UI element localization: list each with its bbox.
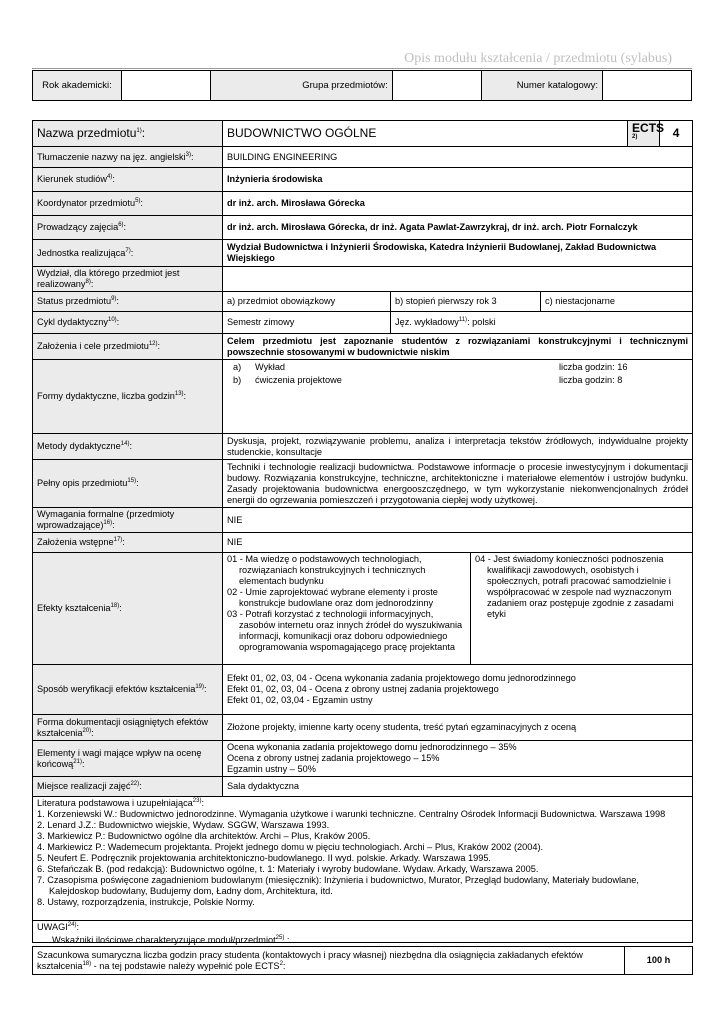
literatura-item: 6. Stefańczak B. (pod redakcją): Budownictwo ogólne, t. 1: Materiały i wyroby budowlane. Wydaw. Arkady, Warszawa 2005. bbox=[37, 864, 539, 874]
formy-hours: liczba godzin: 8 bbox=[559, 375, 623, 385]
efekt-03: 03 - Potrafi korzystać z technologii informacyjnych, zasobów internetu oraz innych źródeł do wyszukiwania informacji, komunikacji oraz doboru odpowiedniego oprogramowania wspomagającego pracę projektanta bbox=[227, 609, 463, 652]
nazwa-value[interactable]: BUDOWNICTWO OGÓLNE bbox=[223, 121, 628, 147]
wymagania-label: Wymagania formalne (przedmioty wprowadzające)$^{16)}$: bbox=[33, 508, 223, 533]
elementy-line: Egzamin ustny – 50% bbox=[227, 764, 316, 774]
wskazniki-label: Wskaźniki ilościowe charakteryzujące moduł/przedmiot$^{25)}$ : bbox=[52, 934, 290, 945]
efekt-02: 02 - Umie zaprojektować wybrane elementy i proste konstrukcje budowlane oraz dom jednorodzinny bbox=[227, 587, 438, 608]
sposob-line: Efekt 01, 02, 03, 04 - Ocena wykonania zadania projektowego domu jednorodzinnego bbox=[227, 673, 576, 683]
miejsce-label: Miejsce realizacji zajęć$^{22)}$: bbox=[33, 777, 223, 797]
efekt-04: 04 - Jest świadomy konieczności podnoszenia kwalifikacji zawodowych, osobistych i społecznych, potrafi pracować samodzielnie i współpracować w zespole nad wyznaczonym zadaniem oraz postępuje zgodnie z zasadami etyki bbox=[475, 554, 674, 619]
cykl-label: Cykl dydaktyczny$^{10)}$: bbox=[33, 312, 223, 334]
opis-value[interactable]: Techniki i technologie realizacji budownictwa. Podstawowe informacje o procesie inwestycyjnym i dokumentacji budowy. Rozwiązania konstrukcyjne, techniczne, architektoniczne i materiałowe elementów i ustrojów budynku. Zasady projektowania budownictwa energooszczędnego, w tym wykorzystanie niekonwencjonalnych źródeł energii do ogrzewania pomieszczeń i przygotowania ciepłej wody użytkowej. bbox=[223, 460, 693, 508]
efekty-left[interactable] bbox=[223, 553, 471, 665]
miejsce-value[interactable]: Sala dydaktyczna bbox=[223, 777, 693, 797]
rok-label: Rok akademicki: bbox=[33, 71, 122, 101]
uwagi-label: UWAGI bbox=[37, 922, 68, 932]
forma-dok-value[interactable]: Złożone projekty, imienne karty oceny studenta, treść pytań egzaminacyjnych z oceną bbox=[223, 715, 693, 741]
zalozenia-wst-value[interactable]: NIE bbox=[223, 533, 693, 553]
szacunkowa-value[interactable]: 100 h bbox=[625, 947, 693, 975]
szacunkowa-label: Szacunkowa sumaryczna liczba godzin pracy studenta (kontaktowych i pracy własnej) niezbędna dla osiągnięcia zakładanych efektów kształcenia$^{18)}$ - na tej podstawie należy wypełnić pole ECTS$^2$: bbox=[33, 947, 625, 975]
efekt-01: 01 - Ma wiedzę o podstawowych technologiach, rozwiązaniach konstrukcyjnych i technicznych elementach budynku bbox=[227, 554, 426, 586]
literatura[interactable] bbox=[33, 797, 693, 921]
formy-value bbox=[223, 360, 693, 434]
formy-letter: b) bbox=[233, 375, 242, 385]
grupa-label: Grupa przedmiotów: bbox=[210, 71, 392, 101]
ects-value[interactable]: 4 bbox=[660, 121, 693, 147]
wydzial-label: Wydział, dla którego przedmiot jest realizowany$^{8)}$: bbox=[33, 267, 223, 292]
koordynator-label: Koordynator przedmiotu$^{5)}$: bbox=[33, 192, 223, 216]
zalozenia-value[interactable]: Celem przedmiotu jest zapoznanie studentów z rozwiązaniami konstrukcyjnymi i technicznymi powszechnie stosowanymi w budownictwie niskim bbox=[223, 334, 693, 360]
kierunek-label: Kierunek studiów$^{4)}$: bbox=[33, 168, 223, 192]
prowadzacy-value[interactable]: dr inż. arch. Mirosława Górecka, dr inż. Agata Pawlat-Zawrzykraj, dr inż. arch. Piotr Fornalczyk bbox=[223, 216, 693, 240]
literatura-item: 2. Lenard J.Z.: Budownictwo wiejskie, Wydaw. SGGW, Warszawa 1993. bbox=[37, 820, 330, 830]
formy-name: ćwiczenia projektowe bbox=[255, 375, 342, 385]
elementy-line: Ocena z obrony ustnej zadania projektowego – 15% bbox=[227, 753, 440, 763]
formy-letter: a) bbox=[233, 362, 242, 372]
elementy-label: Elementy i wagi mające wpływ na ocenę końcową$^{21)}$: bbox=[33, 741, 223, 777]
formy-label: Formy dydaktyczne, liczba godzin$^{13)}$: bbox=[33, 360, 223, 434]
status-b[interactable]: b) stopień pierwszy rok 3 bbox=[391, 292, 541, 312]
wymagania-value[interactable]: NIE bbox=[223, 508, 693, 533]
literatura-item: 1. Korzeniewski W.: Budownictwo jednorodzinne. Wymagania użytkowe i warunki techniczne. Centralny Ośrodek Informacji Budownictwa. Warszawa 1998 bbox=[37, 809, 666, 819]
elementy-value[interactable] bbox=[223, 741, 693, 777]
prowadzacy-label: Prowadzący zajęcia$^{6)}$: bbox=[33, 216, 223, 240]
formy-hours: liczba godzin: 16 bbox=[559, 362, 628, 372]
formy-item-wyklad bbox=[227, 361, 688, 374]
metody-value[interactable]: Dyskusja, projekt, rozwiązywanie problemu, analiza i interpretacja tekstów źródłowych, indywidualne projekty studenckie, konsultacje bbox=[223, 434, 693, 460]
literatura-item: 3. Markiewicz P.: Budownictwo ogólne dla architektów. Archi – Plus, Kraków 2005. bbox=[37, 831, 371, 841]
wydzial-value[interactable] bbox=[223, 267, 693, 292]
tlumaczenie-value[interactable]: BUILDING ENGINEERING bbox=[223, 147, 693, 168]
nazwa-label: Nazwa przedmiotu$^{1)}$: bbox=[33, 121, 223, 147]
metody-label: Metody dydaktyczne$^{14)}$: bbox=[33, 434, 223, 460]
header-table bbox=[32, 70, 692, 101]
status-label: Status przedmiotu$^{9)}$: bbox=[33, 292, 223, 312]
efekty-label: Efekty kształcenia$^{18)}$: bbox=[33, 553, 223, 665]
status-a[interactable]: a) przedmiot obowiązkowy bbox=[223, 292, 391, 312]
literatura-item: 4. Markiewicz P.: Wademecum projektanta. Projekt jednego domu w pięciu technologiach. Archi – Plus, Kraków 2002 (2004). bbox=[37, 842, 544, 852]
sposob-line: Efekt 01, 02, 03, 04 - Ocena z obrony ustnej zadania projektowego bbox=[227, 684, 499, 694]
uwagi[interactable]: UWAGI$^{24)}$: bbox=[33, 921, 693, 943]
literatura-item: 7. Czasopisma poświęcone zagadnieniom budowlanym (miesięcznik): Inżynieria i budownictwo, Murator, Przegląd budowlany, Materiały budowlane, Kalejdoskop budowlany, Budujemy dom, Ładny dom, Architektura, itd. bbox=[37, 875, 639, 896]
sposob-value[interactable] bbox=[223, 665, 693, 715]
opis-label: Pełny opis przedmiotu$^{15)}$: bbox=[33, 460, 223, 508]
numer-value[interactable] bbox=[603, 71, 692, 101]
szacunkowa-table bbox=[32, 946, 693, 975]
formy-name: Wykład bbox=[255, 362, 286, 372]
cykl-value[interactable]: Semestr zimowy bbox=[223, 312, 391, 334]
literatura-label: Literatura podstawowa i uzupełniająca$^{23)}$: bbox=[37, 797, 205, 808]
literatura-item: 8. Ustawy, rozporządzenia, instrukcje, Polskie Normy. bbox=[37, 897, 255, 907]
literatura-item: 5. Neufert E. Podręcznik projektowania architektoniczno-budowlanego. II wyd. polskie. Arkady. Warszawa 1995. bbox=[37, 853, 491, 863]
zalozenia-wst-label: Założenia wstępne$^{17)}$: bbox=[33, 533, 223, 553]
grupa-value[interactable] bbox=[392, 71, 481, 101]
title-rule bbox=[32, 68, 692, 69]
sposob-line: Efekt 01, 02, 03,04 - Egzamin ustny bbox=[227, 695, 373, 705]
zalozenia-label: Założenia i cele przedmiotu$^{12)}$: bbox=[33, 334, 223, 360]
syllabus-table bbox=[32, 120, 693, 943]
document-title: Opis modułu kształcenia / przedmiotu (sylabus) bbox=[404, 51, 672, 66]
numer-label: Numer katalogowy: bbox=[481, 71, 602, 101]
kierunek-value[interactable]: Inżynieria środowiska bbox=[223, 168, 693, 192]
formy-item-cwiczenia bbox=[227, 374, 688, 387]
ects-label: ECTS $^{2)}$ bbox=[628, 121, 660, 147]
efekty-right[interactable] bbox=[471, 553, 693, 665]
elementy-line: Ocena wykonania zadania projektowego domu jednorodzinnego – 35% bbox=[227, 742, 517, 752]
sposob-label: Sposób weryfikacji efektów kształcenia$^{19)}$: bbox=[33, 665, 223, 715]
jezyk-value[interactable]: Jęz. wykładowy$^{11)}$: polski bbox=[391, 312, 693, 334]
formy-list bbox=[227, 361, 688, 387]
koordynator-value[interactable]: dr inż. arch. Mirosława Górecka bbox=[223, 192, 693, 216]
forma-dok-label: Forma dokumentacji osiągniętych efektów kształcenia$^{20)}$: bbox=[33, 715, 223, 741]
rok-value[interactable] bbox=[121, 71, 210, 101]
jednostka-value[interactable]: Wydział Budownictwa i Inżynierii Środowiska, Katedra Inżynierii Budowlanej, Zakład Budownictwa Wiejskiego bbox=[223, 240, 693, 267]
jednostka-label: Jednostka realizująca$^{7)}$: bbox=[33, 240, 223, 267]
status-c[interactable]: c) niestacjonarne bbox=[541, 292, 693, 312]
tlumaczenie-label: Tłumaczenie nazwy na jęz. angielski$^{3)}$: bbox=[33, 147, 223, 168]
